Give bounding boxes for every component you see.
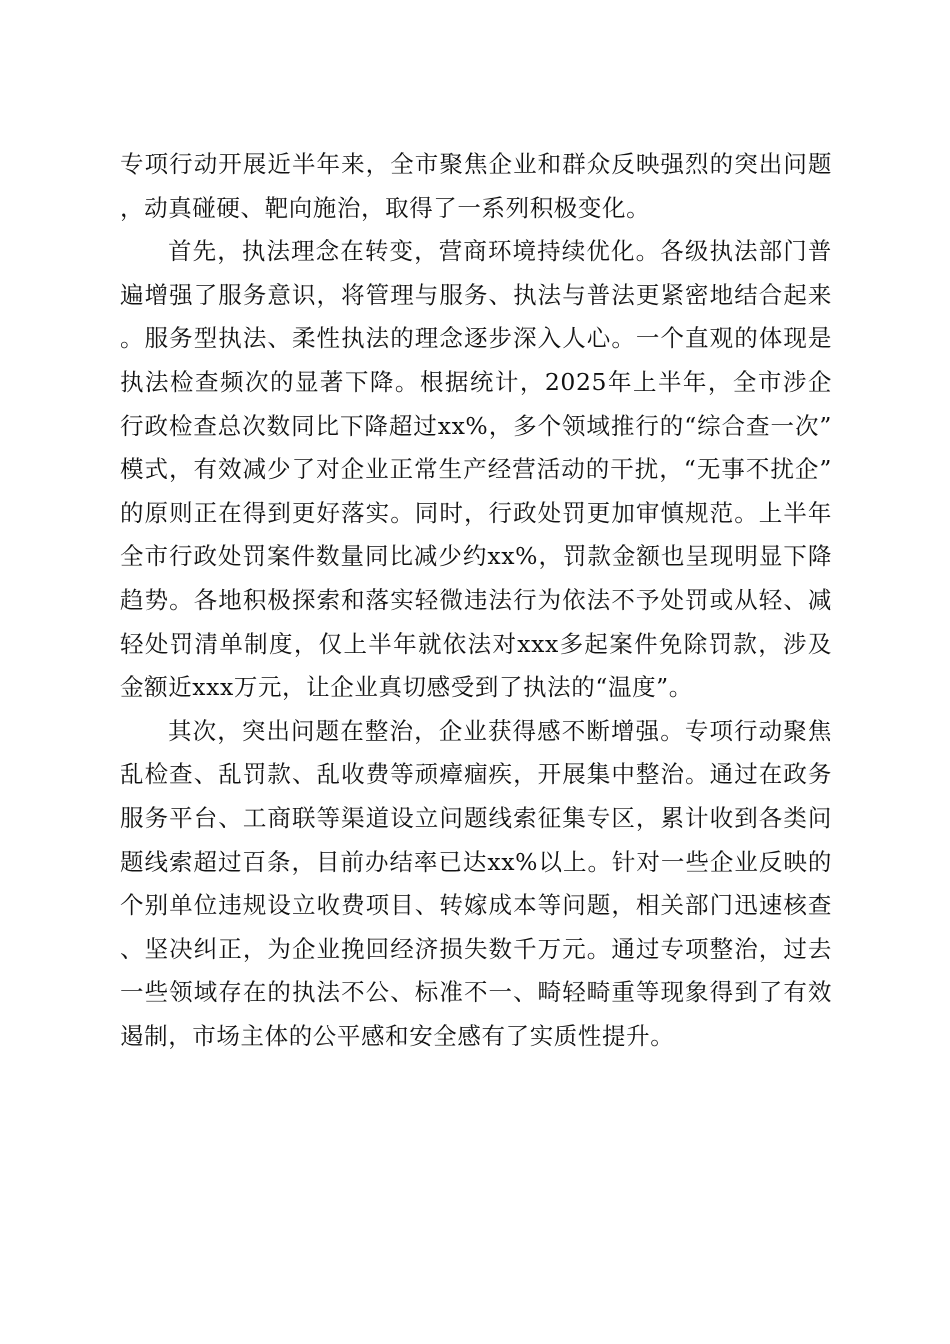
paragraph-intro: 专项行动开展近半年来，全市聚焦企业和群众反映强烈的突出问题，动真碰硬、靶向施治，取得了一系列积极变化。 xyxy=(120,150,832,222)
paragraph-first-point: 首先，执法理念在转变，营商环境持续优化。各级执法部门普遍增强了服务意识，将管理与服务、执法与普法更紧密地结合起来。服务型执法、柔性执法的理念逐步深入人心。一个直观的体现是执法检查频次的显著下降。根据统计，2025年上半年，全市涉企行政检查总次数同比下降超过xx%，多个领域推行的“综合查一次”模式，有效减少了对企业正常生产经营活动的干扰，“无事不扰企”的原则正在得到更好落实。同时，行政处罚更加审慎规范。上半年全市行政处罚案件数量同比减少约xx%，罚款金额也呈现明显下降趋势。各地积极探索和落实轻微违法行为依法不予处罚或从轻、减轻处罚清单制度，仅上半年就依法对xxx多起案件免除罚款，涉及金额近xxx万元，让企业真切感受到了执法的“温度”。 xyxy=(120,237,832,702)
paragraph-second-point: 其次，突出问题在整治，企业获得感不断增强。专项行动聚焦乱检查、乱罚款、乱收费等顽瘴痼疾，开展集中整治。通过在政务服务平台、工商联等渠道设立问题线索征集专区，累计收到各类问题线索超过百条，目前办结率已达xx%以上。针对一些企业反映的个别单位违规设立收费项目、转嫁成本等问题，相关部门迅速核查、坚决纠正，为企业挽回经济损失数千万元。通过专项整治，过去一些领域存在的执法不公、标准不一、畸轻畸重等现象得到了有效遏制，市场主体的公平感和安全感有了实质性提升。 xyxy=(120,716,832,1050)
document-body xyxy=(120,143,832,1058)
